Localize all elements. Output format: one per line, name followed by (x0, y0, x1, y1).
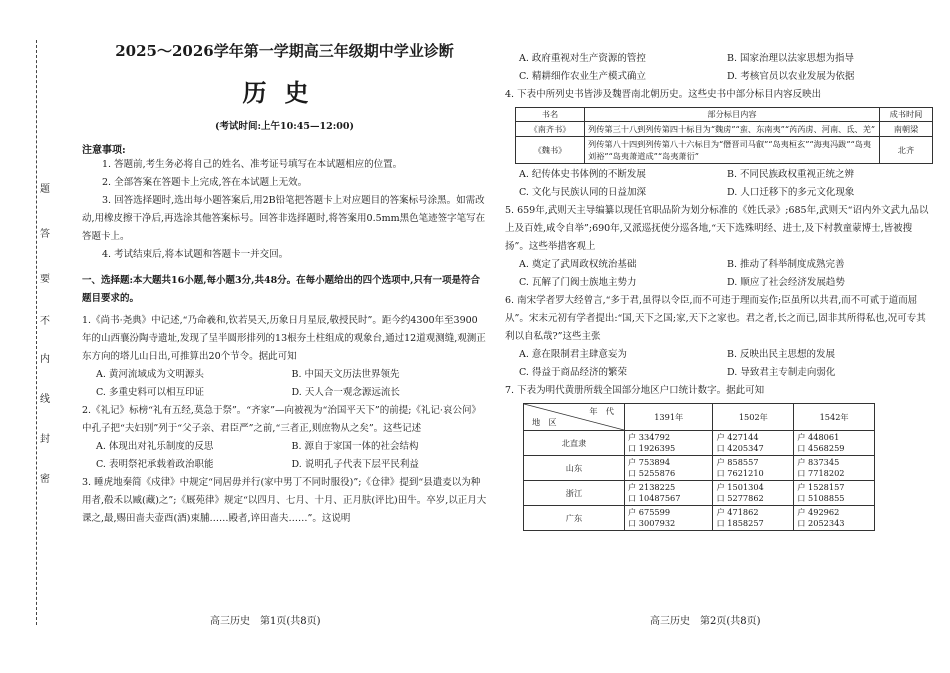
table-row (524, 481, 875, 506)
table-cell (713, 506, 794, 531)
option-c: C. 表明祭祀承载着政治职能 (96, 459, 214, 470)
section-heading: 一、选择题:本大题共16小题,每小题3分,共48分。在每小题给出的四个选项中,只有一项是符合题目要求的。 (82, 275, 480, 304)
table-cell (794, 456, 875, 481)
table-cell (713, 481, 794, 506)
exam-time: (考试时间:上午10:45—12:00) (215, 121, 354, 132)
population-value: 口 5277862 (716, 493, 764, 503)
notice-item: 1. 答题前,考生务必将自己的姓名、准考证号填写在本试题相应的位置。 (102, 159, 403, 170)
households-value: 户 448061 (797, 432, 840, 442)
option-b: B. 不同民族政权重视正统之辨 (727, 169, 855, 180)
binding-char: 封 (38, 430, 52, 445)
table-row (516, 122, 933, 137)
year-header: 1502年 (713, 404, 794, 431)
option-b: B. 中国天文历法世界领先 (291, 369, 400, 380)
binding-char: 题 (38, 180, 52, 195)
notice-heading: 注意事项: (82, 145, 126, 156)
option-a: A. 纪传体史书体例的不断发展 (519, 169, 646, 180)
table-cell (794, 481, 875, 506)
exam-title: 2025～2026学年第一学期高三年级期中学业诊断 (115, 42, 454, 60)
page-2-footer: 高三历史 第2页(共8页) (650, 616, 761, 627)
binding-char: 密 (38, 470, 52, 485)
option-c: C. 文化与民族认同的日益加深 (519, 187, 646, 198)
population-value: 口 7621210 (716, 468, 764, 478)
table-header: 部分标目内容 (585, 108, 880, 122)
table-header: 书名 (516, 108, 585, 122)
option-a: A. 奠定了武周政权统治基础 (519, 259, 637, 270)
population-value: 口 7718202 (797, 468, 845, 478)
households-value: 户 753894 (628, 457, 671, 467)
table-cell (625, 506, 713, 531)
households-value: 户 1501304 (716, 482, 764, 492)
binding-char: 线 (38, 390, 52, 405)
question-1-options (82, 366, 487, 402)
question-5-stem: 5. 659年,武则天主导编纂以现任官职品阶为划分标准的《姓氏录》;685年,武则天“诏内外文武九品以上及百姓,咸令自举”;690年,又派巡抚使分巡各地,“天下选殊明经、进士,及下村教童蒙博士,皆被搜扬”。这些举措客观上 (505, 205, 929, 252)
region-cell: 浙江 (524, 481, 625, 506)
households-value: 户 427144 (716, 432, 759, 442)
option-d: D. 顺应了社会经济发展趋势 (727, 277, 845, 288)
binding-dashed-line (36, 40, 37, 625)
households-value: 户 837345 (797, 457, 840, 467)
notice-item: 2. 全部答案在答题卡上完成,答在本试题上无效。 (102, 177, 308, 188)
table-header: 成书时间 (880, 108, 933, 122)
table-row (524, 506, 875, 531)
option-a: A. 黄河流域成为文明源头 (96, 369, 204, 380)
table-cell (713, 431, 794, 456)
table-cell: 《魏书》 (516, 137, 585, 164)
page-2 (505, 10, 935, 531)
table-cell: 列传第八十四到列传第八十六标目为“僭晋司马叡”“岛夷桓玄”“海夷冯跋”“岛夷刘裕”“岛夷萧道成”“岛夷萧衍” (585, 137, 880, 164)
population-value: 口 3007932 (628, 518, 676, 528)
binding-char: 要 (38, 270, 52, 285)
households-value: 户 334792 (628, 432, 671, 442)
region-cell: 北直隶 (524, 431, 625, 456)
binding-margin (0, 0, 60, 673)
option-d: D. 导致君主专制走向弱化 (727, 367, 836, 378)
option-b: B. 推动了科举制度成熟完善 (727, 259, 845, 270)
question-1-stem: 1.《尚书·尧典》中记述,“乃命羲和,钦若昊天,历象日月星辰,敬授民时”。距今约4300年至3900年的山西襄汾陶寺遗址,发现了呈半圆形排列的13根夯土柱组成的观象台,通过12道观测缝,观测正东方向的塔儿山日出,可推算出20个节令。据此可知 (82, 315, 486, 362)
question-4-table (515, 107, 933, 164)
question-3-stem: 3. 睡虎地秦简《戍律》中规定“同居毋并行(家中男丁不同时服役)”;《仓律》提到“县遣麦以为种用者,殽禾以臧(藏)之”;《厩苑律》规定“以四月、七月、十月、正月肤(评比)田牛。卒岁,以正月大课之,最,赐田啬夫壶酉(酒)束脯……殿者,谇田啬夫……”。这说明 (82, 477, 487, 524)
question-7-stem: 7. 下表为明代黄册所载全国部分地区户口统计数字。据此可知 (505, 385, 765, 396)
population-value: 口 1858257 (716, 518, 764, 528)
table-cell (794, 506, 875, 531)
corner-label-year: 年 代 (589, 406, 614, 416)
table-cell (794, 431, 875, 456)
population-value: 口 10487567 (628, 493, 681, 503)
option-c: C. 多重史料可以相互印证 (96, 387, 204, 398)
option-d: D. 天人合一观念源远流长 (291, 387, 400, 398)
table-corner-cell (524, 404, 625, 431)
corner-label-region: 地 区 (532, 417, 557, 427)
subject-title: 历史 (242, 78, 327, 107)
option-a: A. 意在限制君主肆意妄为 (519, 349, 627, 360)
binding-char: 答 (38, 225, 52, 240)
question-2-stem: 2.《礼记》标榜“礼有五经,莫急于祭”。“齐家”—向被视为“治国平天下”的前提;《礼记·哀公问》中孔子把“夫妇别”列于“父子亲、君臣严”之前,“三者正,则庶物从之矣”。这些记述 (82, 405, 481, 434)
option-b: B. 国家治理以法家思想为指导 (727, 53, 855, 64)
year-header: 1542年 (794, 404, 875, 431)
notice-item: 3. 回答选择题时,选出每小题答案后,用2B铅笔把答题卡上对应题目的答案标号涂黑。如需改动,用橡皮擦干净后,再选涂其他答案标号。回答非选择题时,将答案用0.5mm黑色笔迹签字笔写在答题卡上。 (82, 195, 486, 242)
option-c: C. 精耕细作农业生产模式确立 (519, 71, 646, 82)
table-row (524, 456, 875, 481)
option-d: D. 人口迁移下的多元文化现象 (727, 187, 855, 198)
question-7-table (523, 403, 875, 531)
table-row (516, 137, 933, 164)
binding-char: 不 (38, 312, 52, 327)
population-value: 口 4205347 (716, 443, 764, 453)
page-1-footer: 高三历史 第1页(共8页) (210, 616, 321, 627)
households-value: 户 492962 (797, 507, 840, 517)
households-value: 户 2138225 (628, 482, 676, 492)
region-cell: 广东 (524, 506, 625, 531)
table-cell (625, 431, 713, 456)
binding-char: 内 (38, 350, 52, 365)
table-cell (625, 456, 713, 481)
year-header: 1391年 (625, 404, 713, 431)
question-4-stem: 4. 下表中所列史书皆涉及魏晋南北朝历史。这些史书中部分标目内容反映出 (505, 89, 822, 100)
population-value: 口 5108855 (797, 493, 845, 503)
question-5-options (505, 256, 935, 292)
option-d: D. 考核官员以农业发展为依据 (727, 71, 855, 82)
population-value: 口 1926395 (628, 443, 676, 453)
table-cell: 北齐 (880, 137, 933, 164)
question-6-options (505, 346, 935, 382)
table-cell: 《南齐书》 (516, 122, 585, 137)
population-value: 口 4568259 (797, 443, 845, 453)
page-1 (82, 10, 487, 528)
households-value: 户 675599 (628, 507, 671, 517)
households-value: 户 1528157 (797, 482, 845, 492)
table-cell (625, 481, 713, 506)
population-value: 口 2052343 (797, 518, 845, 528)
question-4-options (505, 166, 935, 202)
option-a: A. 政府重视对生产资源的管控 (519, 53, 646, 64)
option-d: D. 说明孔子代表下层平民利益 (291, 459, 419, 470)
population-value: 口 5255876 (628, 468, 676, 478)
households-value: 户 471862 (716, 507, 759, 517)
households-value: 户 858557 (716, 457, 759, 467)
option-b: B. 反映出民主思想的发展 (727, 349, 836, 360)
question-2-options (82, 438, 487, 474)
question-3-options (505, 50, 935, 86)
option-c: C. 瓦解了门阀士族地主势力 (519, 277, 637, 288)
option-b: B. 源自于家国一体的社会结构 (291, 441, 419, 452)
region-cell: 山东 (524, 456, 625, 481)
table-row (524, 431, 875, 456)
question-6-stem: 6. 南宋学者罗大经曾言,“多于君,虽得以令臣,而不可违于理而妄作;臣虽所以共君,而不可贰于道而屈从”。宋末元初有学者提出:“国,天下之国;家,天下之家也。君之者,长之而已,固非其所得私也,况可专其利以自私哉?”这些主张 (505, 295, 926, 342)
option-a: A. 体现出对礼乐制度的反思 (96, 441, 214, 452)
table-cell (713, 456, 794, 481)
notice-item: 4. 考试结束后,将本试题和答题卡一并交回。 (102, 249, 289, 260)
table-cell: 列传第三十八到列传第四十标目为“魏虏”“蛮、东南夷”“芮芮虏、河南、氐、羌” (585, 122, 880, 137)
table-cell: 南朝梁 (880, 122, 933, 137)
option-c: C. 得益于商品经济的繁荣 (519, 367, 627, 378)
